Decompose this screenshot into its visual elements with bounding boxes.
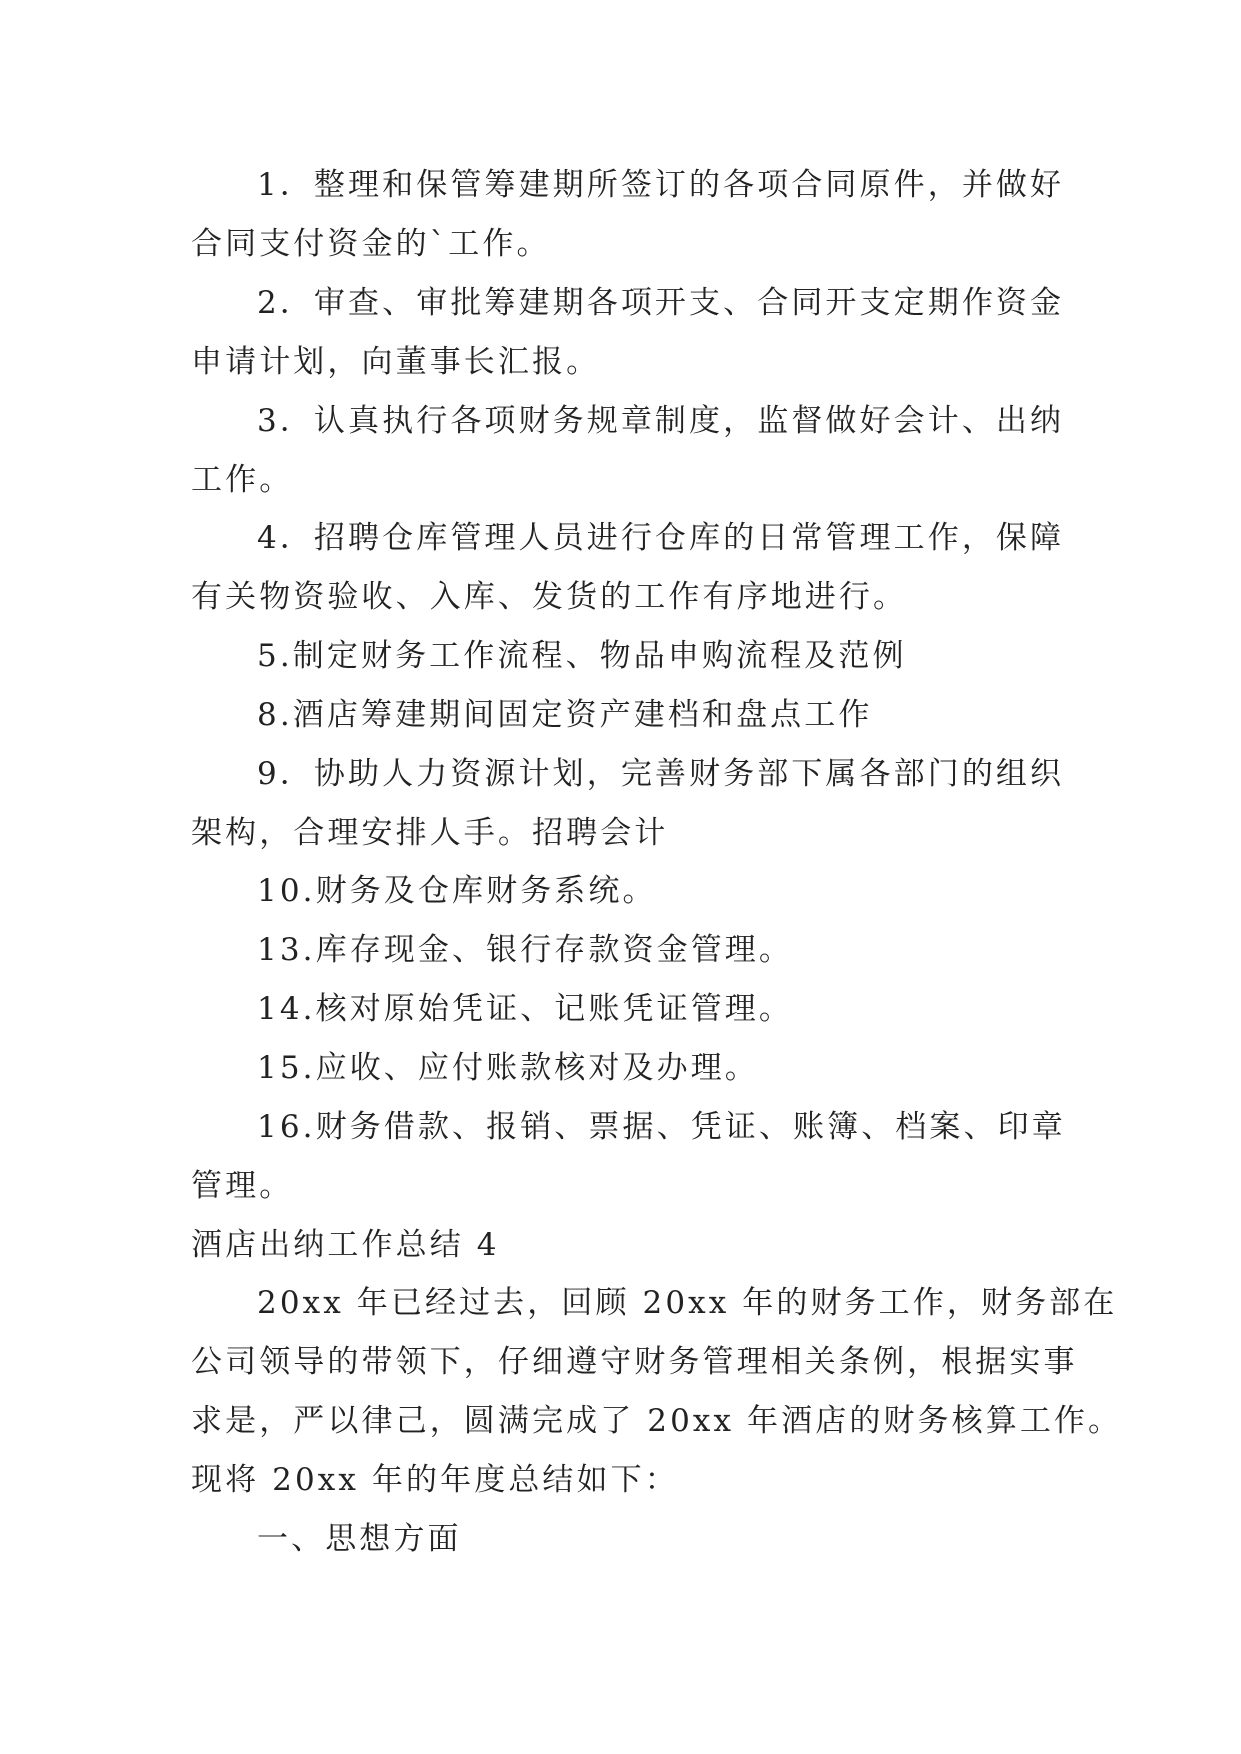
paragraph-line: 2．审查、审批筹建期各项开支、合同开支定期作资金 (257, 285, 1065, 321)
paragraph-line: 申请计划，向董事长汇报。 (191, 344, 601, 380)
paragraph-line: 现将 20xx 年的年度总结如下： (191, 1462, 679, 1498)
paragraph-line: 5.制定财务工作流程、物品申购流程及范例 (257, 638, 907, 674)
paragraph-line: 10.财务及仓库财务系统。 (257, 873, 657, 909)
section-heading: 酒店出纳工作总结 4 (191, 1227, 500, 1263)
paragraph-line: 14.核对原始凭证、记账凭证管理。 (257, 991, 793, 1027)
subsection-heading: 一、思想方面 (257, 1521, 462, 1557)
paragraph-line: 1．整理和保管筹建期所签订的各项合同原件，并做好 (257, 167, 1065, 203)
paragraph-line: 合同支付资金的`工作。 (191, 226, 551, 262)
paragraph-line: 16.财务借款、报销、票据、凭证、账簿、档案、印章 (257, 1109, 1066, 1145)
paragraph-line: 4．招聘仓库管理人员进行仓库的日常管理工作，保障 (257, 520, 1065, 556)
paragraph-line: 8.酒店筹建期间固定资产建档和盘点工作 (257, 697, 873, 733)
paragraph-line: 有关物资验收、入库、发货的工作有序地进行。 (191, 579, 908, 615)
paragraph-line: 13.库存现金、银行存款资金管理。 (257, 932, 793, 968)
paragraph-line: 3．认真执行各项财务规章制度，监督做好会计、出纳 (257, 403, 1065, 439)
paragraph-line: 15.应收、应付账款核对及办理。 (257, 1050, 759, 1086)
paragraph-line: 管理。 (191, 1168, 294, 1204)
paragraph-line: 20xx 年已经过去，回顾 20xx 年的财务工作，财务部在 (257, 1285, 1118, 1321)
paragraph-line: 架构，合理安排人手。招聘会计 (191, 815, 669, 851)
paragraph-line: 求是，严以律己，圆满完成了 20xx 年酒店的财务核算工作。 (191, 1403, 1123, 1439)
paragraph-line: 工作。 (191, 462, 294, 498)
paragraph-line: 9．协助人力资源计划，完善财务部下属各部门的组织 (257, 756, 1065, 792)
paragraph-line: 公司领导的带领下，仔细遵守财务管理相关条例，根据实事 (191, 1344, 1078, 1380)
